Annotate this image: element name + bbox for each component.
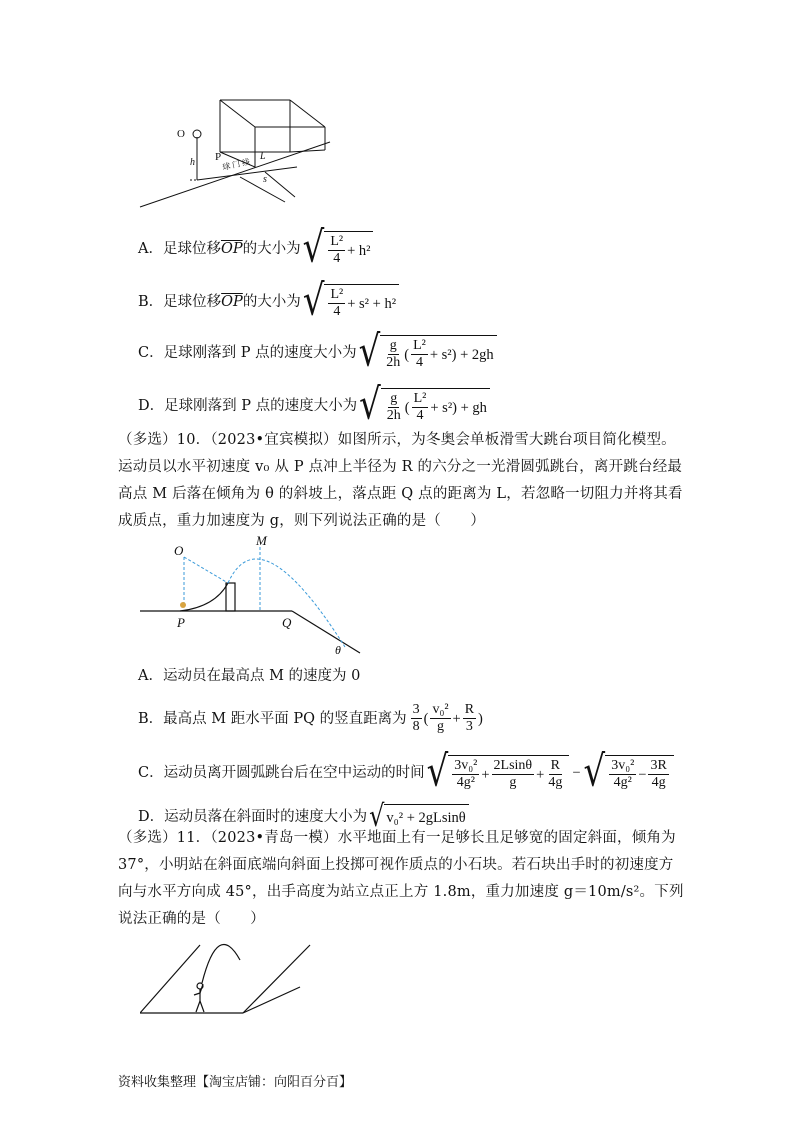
goal-line-label: 球 门 线 <box>221 157 251 172</box>
footer-source: 资料收集整理【淘宝店铺：向阳百分百】 <box>118 1075 353 1090</box>
q10-option-b: B．最高点 M 距水平面 PQ 的竖直距离为 $\frac{3}{8}$ ( $\frac{\text{v₀²}}{g}$ + $\frac{R}{3}$ ) <box>138 702 483 734</box>
label-s: s <box>263 174 267 185</box>
ski-jump-figure <box>140 535 370 660</box>
q9-option-d: D．足球刚落到 P 点的速度大小为 √ $\frac{g}{2h}$ ( $\frac{\text{L²}}{4}$ + s²) + gh <box>138 388 490 424</box>
q10-option-a: A．运动员在最高点 M 的速度为 0 <box>138 668 361 684</box>
label-o: O <box>177 128 185 140</box>
label-theta: θ <box>335 643 341 657</box>
label-o: O <box>174 543 184 558</box>
q9-option-a: A．足球位移 $\overline{OP}$ 的大小为 √ $\frac{\text{L²}}{4}$ + h² <box>138 231 373 267</box>
q9-option-c: C．足球刚落到 P 点的速度大小为 √ $\frac{g}{2h}$ ( $\frac{\text{L²}}{4}$ + s²) + 2gh <box>138 335 497 371</box>
label-p: P <box>177 615 185 630</box>
label-l: L <box>260 151 266 162</box>
label-q: Q <box>282 615 292 630</box>
slope-throw-figure <box>140 935 320 1020</box>
q11-stem: （多选）11．（2023•青岛一模）水平地面上有一足够长且足够宽的固定斜面，倾角为 37°，小明站在斜面底端向斜面上投掷可视作质点的小石块。若石块出手时的初速度方向与水平方向成 45°，出手高度为站立点正上方 1.8m，重力加速度 g＝10m/s²。下列说法正确的是（ ） <box>118 830 684 927</box>
goal-figure <box>135 92 335 212</box>
label-m: M <box>256 535 267 548</box>
q9-option-b: B．足球位移 $\overline{OP}$ 的大小为 √ $\frac{\text{L²}}{4}$ + s² + h² <box>138 284 399 320</box>
q10-stem: （多选）10．（2023•宜宾模拟）如图所示，为冬奥会单板滑雪大跳台项目简化模型。运动员以水平初速度 v₀ 从 P 点冲上半径为 R 的六分之一光滑圆弧跳台，离开跳台经最高点 M 后落在倾角为 θ 的斜坡上，落点距 Q 点的距离为 L，若忽略一切阻力并将其看成质点，重力加速度为 g，则下列说法正确的是（ ） <box>118 432 683 529</box>
label-h: h <box>190 157 195 168</box>
q10-option-d: D．运动员落在斜面时的速度大小为 √ v₀² + 2gLsinθ <box>138 804 469 829</box>
q10-option-c: C．运动员离开圆弧跳台后在空中运动的时间 √ $\frac{\text{3v₀²}}{\text{4g²}}$ + $\frac{2Lsin\theta}{g}$ + $\frac{R}{4g}$ − √ $\frac{\text{3v₀²}}{\text{4g²}}$ − $\frac{3R}{4g}$ <box>138 755 674 791</box>
label-p: P <box>215 151 222 163</box>
